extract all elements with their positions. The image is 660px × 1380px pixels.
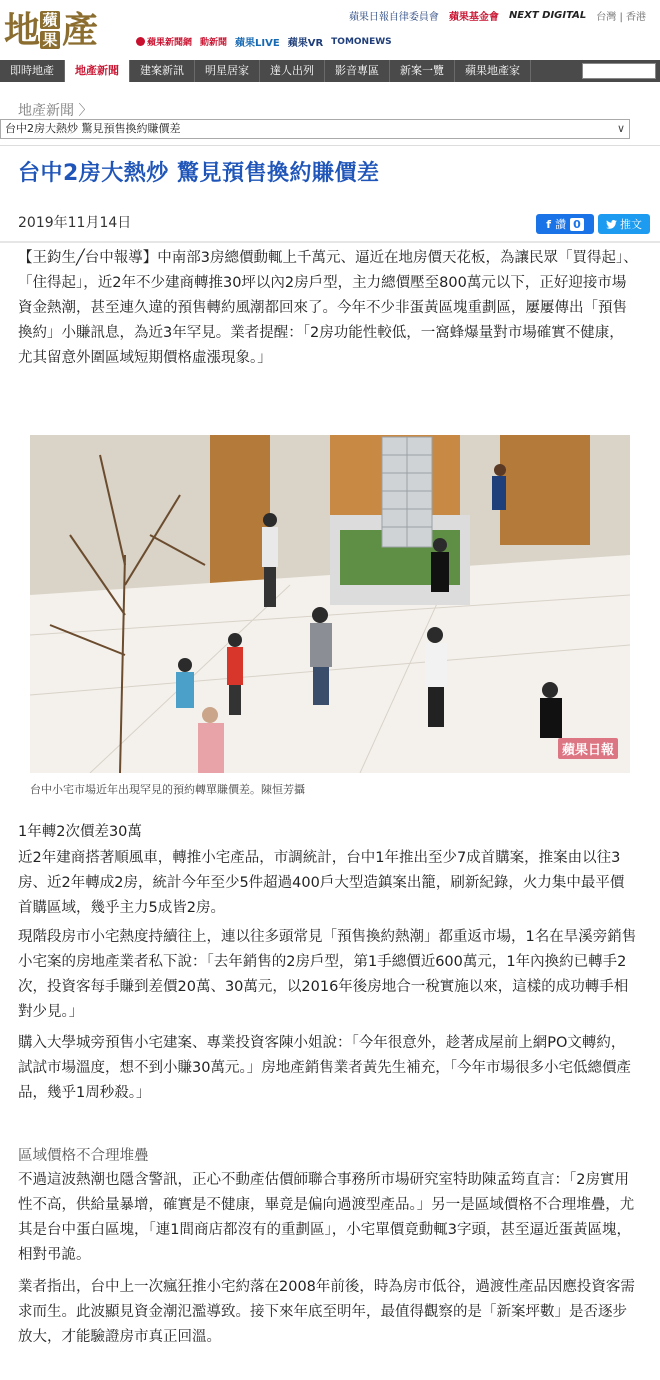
nav-item-experts[interactable]: 達人出列 xyxy=(260,60,325,82)
article-select[interactable] xyxy=(0,119,630,139)
nav-item-new-projects[interactable]: 建案新訊 xyxy=(130,60,195,82)
main-nav xyxy=(0,60,660,82)
brand-live[interactable]: 蘋果LIVE xyxy=(235,38,280,49)
breadcrumb[interactable]: 地產新聞 〉 xyxy=(18,103,93,119)
logo-char-2: 蘋 xyxy=(40,11,60,29)
meta-divider xyxy=(0,241,660,243)
body-paragraph-3: 購入大學城旁預售小宅建案、專業投資客陳小姐說：「今年很意外，趁著成屋前上網PO文轉約，試試市場溫度，想不到小賺30萬元。」房地產銷售業者黃先生補充，「今年市場很多小宅低總價產品，幾乎1周秒殺。」 xyxy=(18,1035,631,1101)
link-foundation[interactable]: 蘋果基金會 xyxy=(448,12,499,23)
facebook-like-button[interactable] xyxy=(536,214,594,234)
brand-animated-news[interactable]: 動新聞 xyxy=(200,38,228,48)
link-next-digital[interactable]: NEXT DIGITAL xyxy=(508,10,587,21)
page-title: 台中2房大熱炒 驚見預售換約賺價差 xyxy=(18,161,380,186)
brand-tomonews[interactable]: TOMONEWS xyxy=(331,36,392,47)
body-paragraph-5: 業者指出，台中上一次瘋狂推小宅約落在2008年前後，時為房市低谷，過渡性產品因應投資客需求而生。此波顯見資金潮氾濫導致。接下來年底至明年，最值得觀察的是「新案坪數」是否逐步放大，才能驗證房市真正回溫。 xyxy=(18,1279,635,1345)
nav-item-listings[interactable]: 新案一覽 xyxy=(390,60,455,82)
site-logo[interactable] xyxy=(4,4,96,56)
body-paragraph-1: 近2年建商搭著順風車，轉推小宅產品，市調統計，台中1年推出至少7成首購案，推案由以往3房、近2年轉成2房，統計今年至少5件超過400戶大型造鎮案出籠，刷新紀錄，火力集中最平價首購區域，幾乎主力5成皆2房。 xyxy=(18,850,625,916)
lead-paragraph: 【王鈞生╱台中報導】中南部3房總價動輒上千萬元、逼近在地房價天花板，為讓民眾「買得起」、「住得起」，近2年不少建商轉推30坪以內2房戶型，主力總價壓至800萬元以下，正好迎接市場資金熱潮，甚至連久違的預售轉約風潮都回來了。今年不少非蛋黃區塊重劃區，屢屢傳出「預售換約」小賺訊息，為近3年罕見。業者提醒：「2房功能性較低，一窩蜂爆量對市場確實不健康，尤其留意外圍區域短期價格虛漲現象。」 xyxy=(18,250,638,366)
tweet-button[interactable] xyxy=(598,214,650,234)
subheading-2: 區域價格不合理堆疊 xyxy=(18,1148,149,1164)
site-header xyxy=(0,0,660,60)
logo-char-4: 產 xyxy=(62,9,97,51)
nav-item-video[interactable]: 影音專區 xyxy=(325,60,390,82)
apple-icon xyxy=(136,37,145,46)
body-paragraph-4: 不過這波熱潮也隱含警訊，正心不動產估價師聯合事務所市場研究室特助陳孟筠直言：「2房實用性不高，供給量暴增，確實是不健康，畢竟是偏向過渡型產品。」另一是區域價格不合理堆疊，尤其是台中蛋白區塊，「連1間商店都沒有的重劃區」，小宅單價竟動輒3字頭，甚至逼近蛋黃區塊，相對弔詭。 xyxy=(18,1172,635,1263)
nav-item-news[interactable]: 地產新聞 xyxy=(65,60,130,82)
link-region[interactable]: 台灣 | 香港 xyxy=(596,12,646,23)
top-links xyxy=(349,8,646,23)
nav-item-apple-estate[interactable]: 蘋果地產家 xyxy=(455,60,531,82)
link-self-regulation[interactable]: 蘋果日報自律委員會 xyxy=(348,12,439,23)
nav-item-realtime[interactable]: 即時地產 xyxy=(0,60,65,82)
photo-watermark: 蘋果日報 xyxy=(558,738,618,759)
like-label: 讚 xyxy=(555,218,567,231)
article-date: 2019年11月14日 xyxy=(18,215,132,231)
article-select-value: 台中2房大熱炒 驚見預售換約賺價差 xyxy=(5,122,181,135)
subheading-1: 1年轉2次價差30萬 xyxy=(18,824,142,840)
divider xyxy=(0,145,660,146)
brand-row xyxy=(136,34,392,49)
logo-stack xyxy=(40,10,60,50)
article-photo xyxy=(30,435,630,773)
tweet-label: 推文 xyxy=(620,218,642,231)
twitter-bird-icon xyxy=(606,220,617,229)
chevron-down-icon: ∨ xyxy=(616,122,625,135)
showroom-illustration xyxy=(30,435,630,773)
nav-search-input[interactable] xyxy=(582,63,656,79)
logo-char-3: 果 xyxy=(40,31,60,49)
photo-caption: 台中小宅市場近年出現罕見的預約轉單賺價差。陳恒芳攝 xyxy=(30,783,305,796)
thumbs-up-icon: f xyxy=(546,217,552,231)
logo-char-1: 地 xyxy=(4,9,39,51)
nav-item-celebrity-home[interactable]: 明星居家 xyxy=(195,60,260,82)
brand-apple-news[interactable]: 蘋果新聞網 xyxy=(136,35,192,48)
like-count: 0 xyxy=(570,218,584,231)
brand-vr[interactable]: 蘋果VR xyxy=(287,38,324,49)
body-paragraph-2: 現階段房市小宅熱度持續往上，連以往多頭常見「預售換約熱潮」都重返市場，1名在旱溪旁銷售小宅案的房地產業者私下說：「去年銷售的2房戶型，第1手總價近600萬元，1年內換約已轉手2次，投資客每手賺到差價20萬、30萬元，以2016年後房地合一稅實施以來，這樣的成功轉手相對少見。」 xyxy=(18,929,637,1020)
